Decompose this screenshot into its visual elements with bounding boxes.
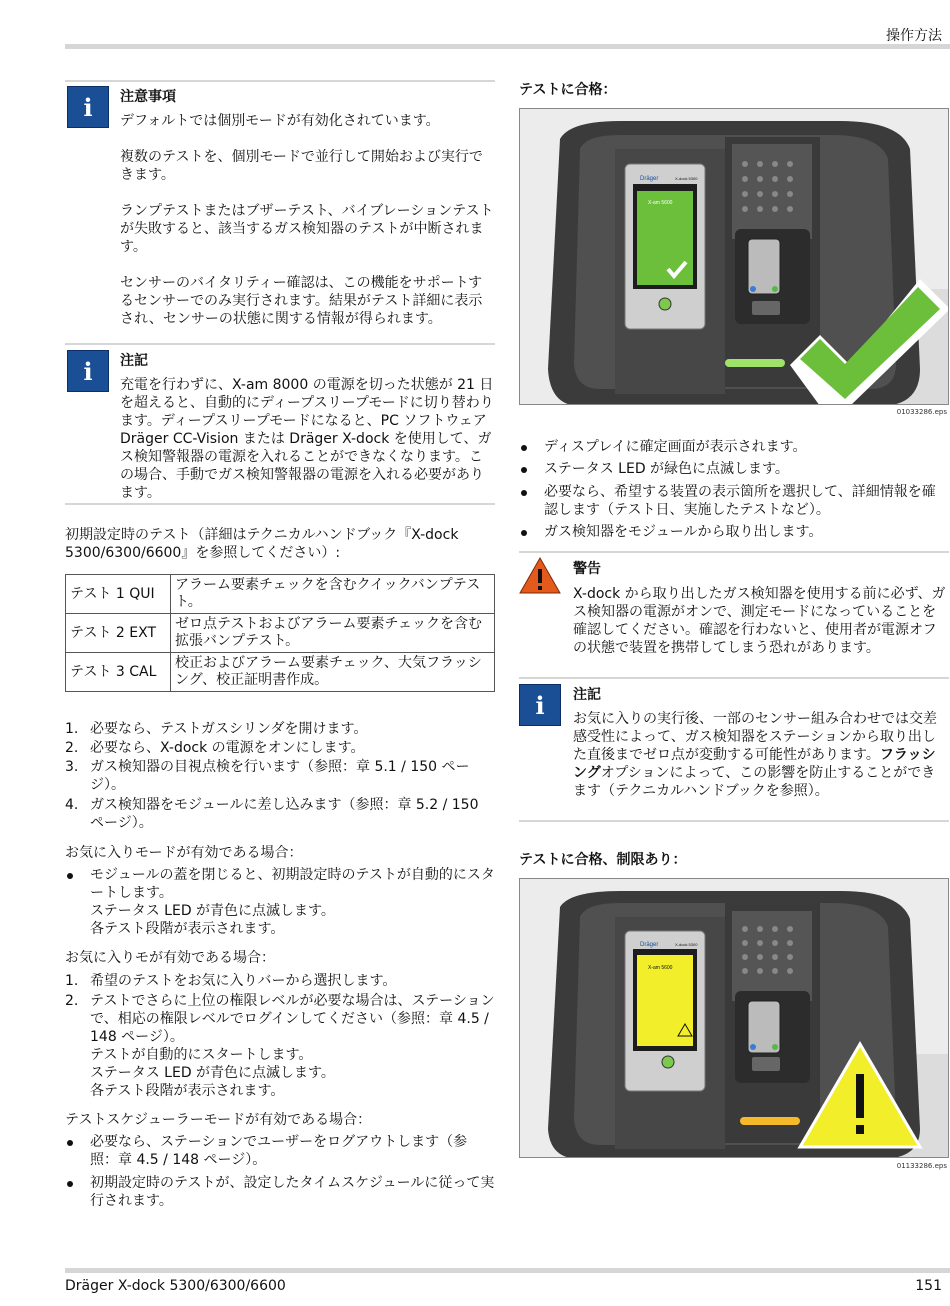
- bullet-text: 初期設定時のテストが、設定したタイムスケジュールに従って実行されます。: [90, 1175, 495, 1209]
- step-text: 希望のテストをお気に入りバーから選択します。: [90, 973, 397, 989]
- station-figure-pass: [519, 108, 949, 405]
- info-icon: i: [67, 350, 109, 392]
- test-key: テスト 1 QUI: [66, 575, 171, 614]
- test-desc: アラーム要素チェックを含むクイックバンプテスト。: [171, 575, 495, 614]
- figure-caption: 01033286.eps: [896, 408, 947, 416]
- test-key: テスト 3 CAL: [66, 653, 171, 692]
- note-title: 注記: [573, 687, 601, 703]
- step-item: [65, 758, 495, 794]
- bullet-dot: [67, 873, 73, 879]
- sub-text: 各テスト段階が表示されます。: [90, 1083, 285, 1099]
- screen-text: X-am 5600: [648, 200, 673, 206]
- note-rule: [519, 820, 949, 822]
- bullet-item: [65, 1174, 495, 1210]
- device-brand: Dräger: [640, 942, 659, 948]
- bullet-text: 必要なら、希望する装置の表示箇所を選択して、詳細情報を確認します（テスト日、実施したテストなど）。: [544, 484, 936, 518]
- table-row: [66, 614, 495, 653]
- sub-text: 各テスト段階が表示されます。: [90, 921, 285, 937]
- pass-restricted-heading: テストに合格、制限あり：: [519, 852, 687, 868]
- page-number: 151: [915, 1278, 942, 1294]
- note-rule: [519, 677, 949, 679]
- note-paragraph: 充電を行わずに、X-am 8000 の電源を切った状態が 21 日を超えると、自動的にディープスリープモードに切り替わります。ディープスリープモードになると、PC ソフトウェア Dräger CC-Vision または Dräger X-dock を使用して、ガス検知警報器の電源を入れることができなくなります。この場合、手動でガス検知警報器の電源を入れる必要があります。: [120, 377, 494, 501]
- tests-table: [65, 574, 495, 692]
- step-number: 4.: [65, 797, 79, 813]
- warning-text: X-dock から取り出したガス検知器を使用する前に必ず、ガス検知器の電源がオンで、測定モードになっていることを確認してください。確認を行わないと、使用者が電源オフの状態で装置を携帯してしまう恐れがあります。: [573, 586, 946, 656]
- step-text: 必要なら、X-dock の電源をオンにします。: [90, 740, 365, 756]
- note-paragraph: センサーのバイタリティー確認は、この機能をサポートするセンサーでのみ実行されます。結果がテスト詳細に表示され、センサーの状態に関する情報が得られます。: [120, 275, 483, 327]
- sub-text: ステータス LED が青色に点滅します。: [90, 1065, 335, 1081]
- note-text: オプションによって、この影響を防止することができます（テクニカルハンドブックを参照）。: [573, 765, 936, 799]
- bullet-dot: [521, 490, 527, 496]
- note-rule: [65, 343, 495, 345]
- step-number: 2.: [65, 993, 79, 1009]
- device-model: X-dock 5300: [675, 942, 698, 947]
- note-paragraph: 複数のテストを、個別モードで並行して開始および実行できます。: [120, 149, 483, 183]
- step-text: ガス検知器をモジュールに差し込みます（参照：章 5.2 / 150 ページ）。: [90, 797, 479, 831]
- footer-rule: [65, 1268, 950, 1273]
- note-text: お気に入りの実行後、一部のセンサー組み合わせでは交差感受性によって、ガス検知器をステーションから取り出した直後までゼロ点が変動する可能性があります。: [573, 711, 937, 763]
- bullet-item: [519, 438, 949, 456]
- station-figure-restricted: [519, 878, 949, 1158]
- test-key: テスト 2 EXT: [66, 614, 171, 653]
- note-body: [120, 112, 495, 328]
- step-item: [65, 739, 495, 757]
- table-row: [66, 575, 495, 614]
- step-text: 必要なら、テストガスシリンダを開けます。: [90, 721, 368, 737]
- test-desc: ゼロ点テストおよびアラーム要素チェックを含む拡張バンプテスト。: [171, 614, 495, 653]
- warning-icon: [519, 557, 561, 595]
- bullet-dot: [521, 467, 527, 473]
- step-number: 2.: [65, 740, 79, 756]
- step-number: 1.: [65, 973, 79, 989]
- bullet-text: 必要なら、ステーションでユーザーをログアウトします（参照：章 4.5 / 148 ページ）。: [90, 1134, 468, 1168]
- header-rule: [65, 44, 950, 49]
- test-desc: 校正およびアラーム要素チェック、大気フラッシング、校正証明書作成。: [171, 653, 495, 692]
- sub-text: テストが自動的にスタートします。: [90, 1047, 313, 1063]
- step-item: [65, 972, 495, 990]
- bullet-item: [519, 523, 949, 541]
- note-bold-text: フラッシング: [573, 747, 936, 781]
- note-rule: [519, 551, 949, 553]
- screen-text: X-am 5600: [648, 965, 673, 971]
- bullet-dot: [67, 1140, 73, 1146]
- section-header: 操作方法: [886, 28, 942, 44]
- bullet-item: [65, 866, 495, 938]
- intro-text: 初期設定時のテスト（詳細はテクニカルハンドブック『X-dock 5300/6300/6600』を参照してください）:: [65, 527, 459, 561]
- bullet-dot: [67, 1181, 73, 1187]
- station-illustration: [520, 879, 949, 1158]
- step-item: [65, 796, 495, 832]
- note-paragraph: [573, 710, 949, 800]
- info-icon: i: [519, 684, 561, 726]
- note-rule: [65, 80, 495, 82]
- note-rule: [65, 503, 495, 505]
- sub-text: ステータス LED が青色に点滅します。: [90, 903, 335, 919]
- step-item: [65, 992, 495, 1100]
- device-model: X-dock 5300: [675, 176, 698, 181]
- figure-caption: 01133286.eps: [896, 1162, 947, 1170]
- bullet-text: ガス検知器をモジュールから取り出します。: [544, 524, 823, 540]
- step-text: ガス検知器の目視点検を行います（参照：章 5.1 / 150 ページ）。: [90, 759, 470, 793]
- step-item: [65, 720, 495, 738]
- step-text: テストでさらに上位の権限レベルが必要な場合は、ステーションで、相応の権限レベルでログインしてください（参照：章 4.5 / 148 ページ）。: [90, 993, 495, 1045]
- bullet-dot: [521, 530, 527, 536]
- schedule-heading: テストスケジューラーモードが有効である場合：: [65, 1112, 372, 1128]
- bullet-dot: [521, 445, 527, 451]
- note-title: 注意事項: [120, 89, 176, 105]
- bullet-text: ステータス LED が緑色に点滅します。: [544, 461, 789, 477]
- bullet-text: モジュールの蓋を閉じると、初期設定時のテストが自動的にスタートします。: [90, 867, 495, 901]
- note-paragraph: ランプテストまたはブザーテスト、バイブレーションテストが失敗すると、該当するガス検知器のテストが中断されます。: [120, 203, 494, 255]
- note-paragraph: デフォルトでは個別モードが有効化されています。: [120, 113, 440, 129]
- fav2-heading: お気に入りモが有効である場合：: [65, 950, 275, 966]
- step-number: 3.: [65, 759, 79, 775]
- station-illustration: [520, 109, 949, 405]
- bullet-item: [65, 1133, 495, 1169]
- warning-title: 警告: [573, 561, 601, 577]
- table-row: [66, 653, 495, 692]
- device-brand: Dräger: [640, 176, 659, 182]
- bullet-text: ディスプレイに確定画面が表示されます。: [544, 439, 807, 455]
- info-icon: i: [67, 86, 109, 128]
- footer-product: Dräger X-dock 5300/6300/6600: [65, 1278, 286, 1294]
- fav-heading: お気に入りモードが有効である場合：: [65, 845, 303, 861]
- bullet-item: [519, 483, 949, 519]
- bullet-item: [519, 460, 949, 478]
- pass-heading: テストに合格：: [519, 82, 617, 98]
- step-number: 1.: [65, 721, 79, 737]
- note-title: 注記: [120, 353, 148, 369]
